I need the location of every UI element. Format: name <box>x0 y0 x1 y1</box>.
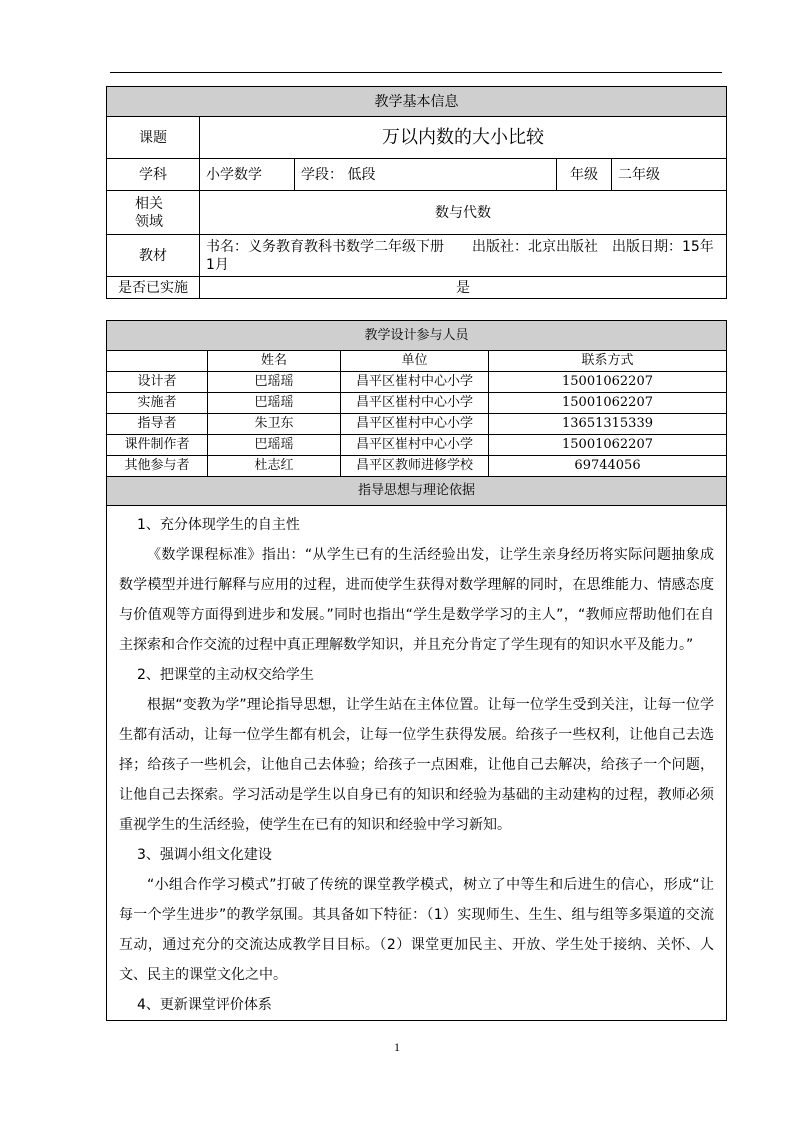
contact-cell: 15001062207 <box>489 435 727 456</box>
section-title: 2、把课堂的主动权交给学生 <box>137 667 314 683</box>
textbook-label: 教材 <box>107 235 200 277</box>
implemented-label: 是否已实施 <box>107 277 200 299</box>
col-header-contact: 联系方式 <box>489 351 727 372</box>
grade-label: 年级 <box>557 159 612 191</box>
stage-label: 学段： <box>301 166 343 183</box>
unit-cell: 昌平区崔村中心小学 <box>341 414 489 435</box>
theory-header: 指导思想与理论依据 <box>107 477 727 506</box>
stage-value: 低段 <box>347 166 376 183</box>
table-row <box>107 456 727 477</box>
unit-cell: 昌平区崔村中心小学 <box>341 393 489 414</box>
table-row <box>107 372 727 393</box>
col-header-unit: 单位 <box>341 351 489 372</box>
theory-body <box>107 506 727 1021</box>
contact-cell: 15001062207 <box>489 372 727 393</box>
role-cell: 指导者 <box>107 414 208 435</box>
section-title: 4、更新课堂评价体系 <box>137 997 272 1013</box>
role-cell: 设计者 <box>107 372 208 393</box>
name-cell: 巴瑶瑶 <box>208 393 341 414</box>
contact-cell: 69744056 <box>489 456 727 477</box>
section-paragraph: 《数学课程标准》指出：“从学生已有的生活经验出发，让学生亲身经历将实际问题抽象成数学模型并进行解释与应用的过程，进而使学生获得对数学理解的同时，在思维能力、情感态度与价值观等方面得到进步和发展。”同时也指出“学生是数学学习的主人”，“教师应帮助他们在自主探索和合作交流的过程中真正理解数学知识，并且充分肯定了学生现有的知识水平及能力。” <box>119 547 715 653</box>
unit-cell: 昌平区教师进修学校 <box>341 456 489 477</box>
textbook-value: 书名：义务教育教科书数学二年级下册 出版社：北京出版社 出版日期：15年 1月 <box>200 235 727 277</box>
subject-value: 小学数学 <box>200 159 295 191</box>
col-header-name: 姓名 <box>208 351 341 372</box>
unit-cell: 昌平区崔村中心小学 <box>341 435 489 456</box>
table-row <box>107 435 727 456</box>
name-cell: 巴瑶瑶 <box>208 435 341 456</box>
participants-header: 教学设计参与人员 <box>107 321 727 351</box>
section-paragraph: “小组合作学习模式”打破了传统的课堂教学模式，树立了中等生和后进生的信心，形成“让每一个学生进步”的教学氛围。其具备如下特征：（1）实现师生、生生、组与组等多渠道的交流互动，通过充分的交流达成教学目目标。（2）课堂更加民主、开放、学生处于接纳、关怀、人文、民主的课堂文化之中。 <box>119 877 715 983</box>
section-paragraph: 根据“变教为学”理论指导思想，让学生站在主体位置。让每一位学生受到关注，让每一位学生都有活动，让每一位学生都有机会，让每一位学生获得发展。给孩子一些权利，让他自己去选择；给孩子一些机会，让他自己去体验；给孩子一点困难，让他自己去解决，给孩子一个问题，让他自己去探索。学习活动是学生以自身已有的知识和经验为基础的主动建构的过程，教师必须重视学生的生活经验，使学生在已有的知识和经验中学习新知。 <box>119 697 715 833</box>
contact-cell: 13651315339 <box>489 414 727 435</box>
page-number: 1 <box>394 1040 400 1054</box>
section-title: 3、强调小组文化建设 <box>137 847 272 863</box>
stage-cell <box>295 159 557 191</box>
topic-value: 万以内数的大小比较 <box>200 117 727 159</box>
domain-label: 相关领域 <box>107 191 200 235</box>
subject-label: 学科 <box>107 159 200 191</box>
role-cell: 其他参与者 <box>107 456 208 477</box>
domain-value: 数与代数 <box>200 191 727 235</box>
basic-info-table <box>106 86 727 299</box>
name-cell: 朱卫东 <box>208 414 341 435</box>
table-row <box>107 414 727 435</box>
role-cell: 实施者 <box>107 393 208 414</box>
header-rule <box>110 72 722 73</box>
implemented-value: 是 <box>200 277 727 299</box>
name-cell: 巴瑶瑶 <box>208 372 341 393</box>
participants-table <box>106 320 727 1021</box>
topic-label: 课题 <box>107 117 200 159</box>
role-cell: 课件制作者 <box>107 435 208 456</box>
grade-value: 二年级 <box>612 159 727 191</box>
unit-cell: 昌平区崔村中心小学 <box>341 372 489 393</box>
table-row <box>107 393 727 414</box>
contact-cell: 15001062207 <box>489 393 727 414</box>
col-header-role <box>107 351 208 372</box>
section-title: 1、充分体现学生的自主性 <box>137 517 300 533</box>
basic-info-header: 教学基本信息 <box>107 87 727 117</box>
name-cell: 杜志红 <box>208 456 341 477</box>
